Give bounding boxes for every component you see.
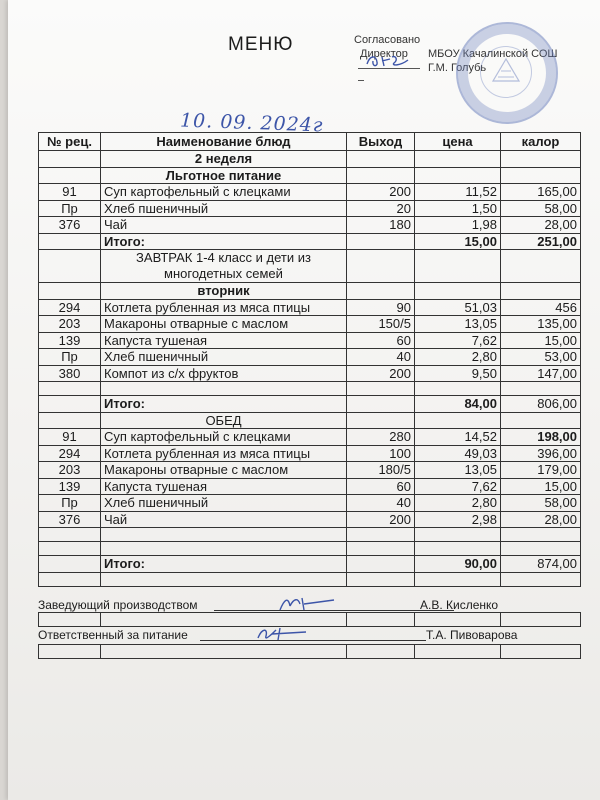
row-code: 376 <box>39 217 101 234</box>
section1-label: Льготное питание <box>101 167 347 184</box>
row-code: 376 <box>39 511 101 528</box>
row-code: Пр <box>39 200 101 217</box>
row-price: 13,05 <box>415 462 501 479</box>
row-price: 1,50 <box>415 200 501 217</box>
total-row <box>39 396 581 413</box>
row-price: 49,03 <box>415 445 501 462</box>
total-calories: 251,00 <box>501 233 581 250</box>
row-code: 203 <box>39 462 101 479</box>
day-label: вторник <box>101 283 347 300</box>
total-label: Итого: <box>101 233 347 250</box>
row-price: 2,80 <box>415 495 501 512</box>
small-dash <box>358 80 364 81</box>
row-calories: 179,00 <box>501 462 581 479</box>
row-code: 203 <box>39 316 101 333</box>
col-portion: Выход <box>347 133 415 151</box>
row-calories: 15,00 <box>501 478 581 495</box>
total-label: Итого: <box>101 556 347 573</box>
row-code: Пр <box>39 495 101 512</box>
total-label: Итого: <box>101 396 347 413</box>
row-portion: 60 <box>347 332 415 349</box>
row-code: 380 <box>39 365 101 382</box>
row-portion: 200 <box>347 365 415 382</box>
row-dish: Хлеб пшеничный <box>101 200 347 217</box>
row-dish: Хлеб пшеничный <box>101 349 347 366</box>
school-name: МБОУ Качалинской СОШ <box>428 48 558 60</box>
school-seal <box>456 22 558 124</box>
row-portion: 150/5 <box>347 316 415 333</box>
table-row <box>39 445 581 462</box>
section2-label: ЗАВТРАК 1-4 класс и дети из многодетных семей <box>101 250 347 283</box>
row-price: 2,98 <box>415 511 501 528</box>
table-row <box>39 349 581 366</box>
table-row <box>39 495 581 512</box>
nutrition-manager-line <box>38 628 580 644</box>
page-title: МЕНЮ <box>228 34 294 55</box>
production-label: Заведующий производством <box>38 598 198 612</box>
section-header-row <box>39 250 581 283</box>
nutrition-name: Т.А. Пивоварова <box>426 628 518 642</box>
row-code: Пр <box>39 349 101 366</box>
director-label: Директор <box>360 48 408 60</box>
table-row <box>39 478 581 495</box>
empty-row <box>39 528 581 542</box>
day-row <box>39 283 581 300</box>
director-name: Г.М. Голубь <box>428 62 487 74</box>
row-portion: 280 <box>347 429 415 446</box>
row-price: 11,52 <box>415 184 501 201</box>
row-dish: Чай <box>101 511 347 528</box>
total-price: 90,00 <box>415 556 501 573</box>
empty-row <box>39 382 581 396</box>
total-row <box>39 233 581 250</box>
table-row <box>39 462 581 479</box>
row-calories: 15,00 <box>501 332 581 349</box>
row-calories: 58,00 <box>501 495 581 512</box>
row-portion: 180 <box>347 217 415 234</box>
row-calories: 135,00 <box>501 316 581 333</box>
col-calories: калор <box>501 133 581 151</box>
handwritten-date: 10. 09. 2024г <box>179 109 324 137</box>
row-calories: 396,00 <box>501 445 581 462</box>
row-dish: Суп картофельный с клецками <box>101 184 347 201</box>
row-calories: 58,00 <box>501 200 581 217</box>
row-calories: 28,00 <box>501 511 581 528</box>
approved-label: Согласовано <box>354 34 421 46</box>
row-dish: Хлеб пшеничный <box>101 495 347 512</box>
row-calories: 147,00 <box>501 365 581 382</box>
table-row <box>39 200 581 217</box>
row-code: 139 <box>39 478 101 495</box>
total-calories: 874,00 <box>501 556 581 573</box>
row-code: 294 <box>39 445 101 462</box>
row-portion: 180/5 <box>347 462 415 479</box>
row-dish: Макароны отварные с маслом <box>101 316 347 333</box>
total-calories: 806,00 <box>501 396 581 413</box>
table-row <box>39 332 581 349</box>
row-portion: 100 <box>347 445 415 462</box>
production-name: А.В. Кисленко <box>420 598 499 612</box>
row-dish: Котлета рубленная из мяса птицы <box>101 299 347 316</box>
row-price: 51,03 <box>415 299 501 316</box>
col-price: цена <box>415 133 501 151</box>
week-row <box>39 151 581 168</box>
table-row <box>39 316 581 333</box>
nutrition-signature <box>250 624 320 644</box>
table-row <box>39 429 581 446</box>
row-code: 91 <box>39 184 101 201</box>
row-price: 7,62 <box>415 332 501 349</box>
row-price: 2,80 <box>415 349 501 366</box>
section3-label: ОБЕД <box>101 412 347 429</box>
row-code: 91 <box>39 429 101 446</box>
nutrition-label: Ответственный за питание <box>38 628 188 642</box>
production-signature <box>274 594 344 614</box>
row-portion: 40 <box>347 495 415 512</box>
footer-grid-2 <box>38 644 581 659</box>
row-calories: 456 <box>501 299 581 316</box>
row-calories: 53,00 <box>501 349 581 366</box>
row-price: 9,50 <box>415 365 501 382</box>
menu-table <box>38 132 581 587</box>
table-row <box>39 365 581 382</box>
row-portion: 90 <box>347 299 415 316</box>
row-calories: 198,00 <box>501 429 581 446</box>
table-header-row <box>39 133 581 151</box>
seal-emblem <box>480 46 532 98</box>
total-price: 15,00 <box>415 233 501 250</box>
row-portion: 200 <box>347 184 415 201</box>
total-row <box>39 556 581 573</box>
row-dish: Капуста тушеная <box>101 478 347 495</box>
table-row <box>39 184 581 201</box>
row-portion: 200 <box>347 511 415 528</box>
row-calories: 28,00 <box>501 217 581 234</box>
row-price: 14,52 <box>415 429 501 446</box>
row-calories: 165,00 <box>501 184 581 201</box>
table-row <box>39 511 581 528</box>
week-label: 2 неделя <box>101 151 347 168</box>
row-dish: Макароны отварные с маслом <box>101 462 347 479</box>
row-dish: Компот из с/х фруктов <box>101 365 347 382</box>
empty-row <box>39 542 581 556</box>
row-code: 294 <box>39 299 101 316</box>
director-signature <box>364 52 414 70</box>
table-row <box>39 217 581 234</box>
row-portion: 40 <box>347 349 415 366</box>
total-price: 84,00 <box>415 396 501 413</box>
row-dish: Котлета рубленная из мяса птицы <box>101 445 347 462</box>
row-dish: Капуста тушеная <box>101 332 347 349</box>
row-price: 7,62 <box>415 478 501 495</box>
row-code: 139 <box>39 332 101 349</box>
table-row <box>39 299 581 316</box>
row-portion: 20 <box>347 200 415 217</box>
row-price: 1,98 <box>415 217 501 234</box>
row-dish: Суп картофельный с клецками <box>101 429 347 446</box>
row-portion: 60 <box>347 478 415 495</box>
col-recipe-number: № рец. <box>39 133 101 151</box>
col-dish-name: Наименование блюд <box>101 133 347 151</box>
row-dish: Чай <box>101 217 347 234</box>
section-header-row <box>39 412 581 429</box>
empty-row <box>39 572 581 586</box>
section-header-row <box>39 167 581 184</box>
row-price: 13,05 <box>415 316 501 333</box>
